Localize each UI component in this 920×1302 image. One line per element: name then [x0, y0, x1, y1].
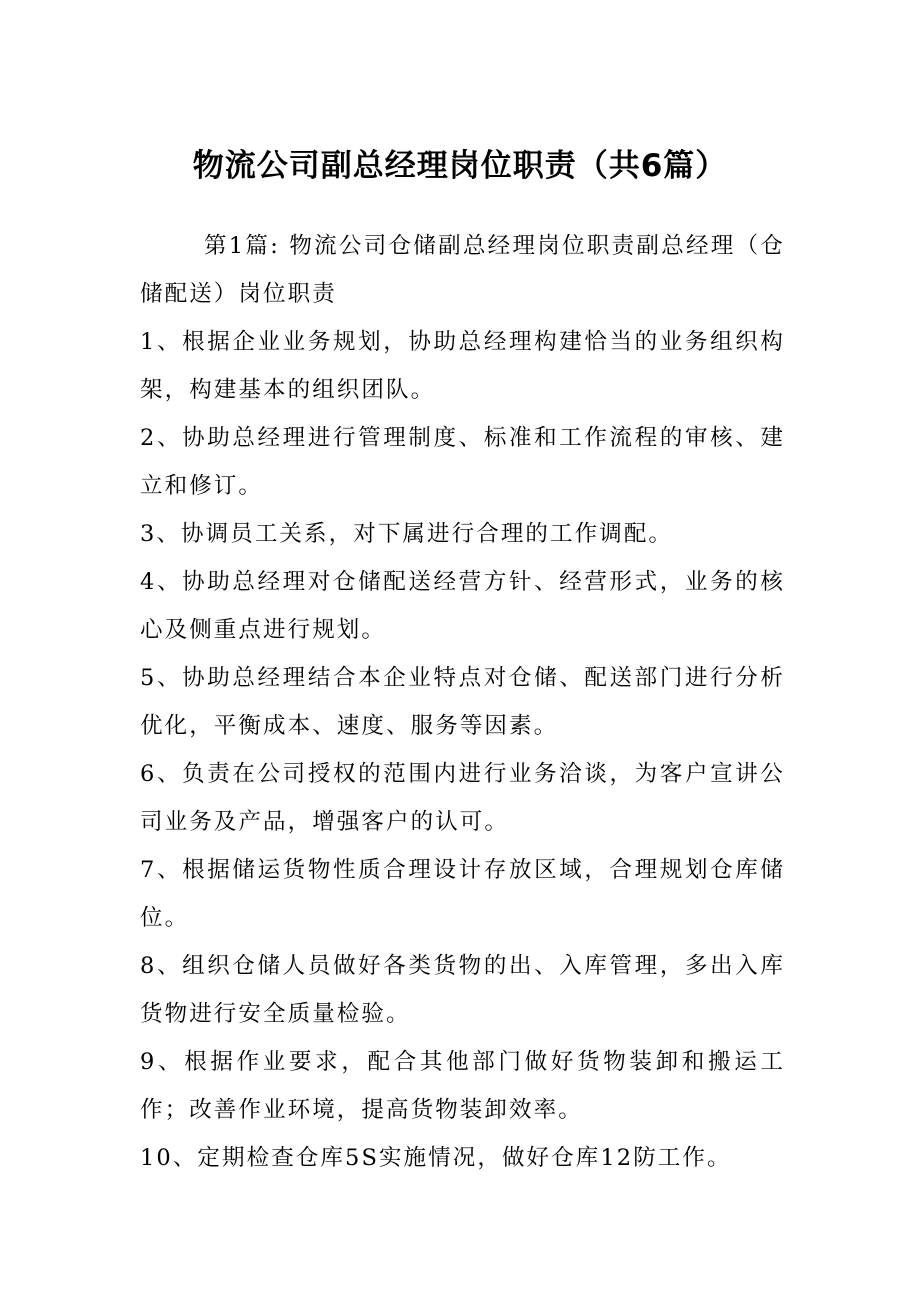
intro-paragraph: 第1篇: 物流公司仓储副总经理岗位职责副总经理（仓储配送）岗位职责	[140, 233, 785, 307]
list-item: 5、协助总经理结合本企业特点对仓储、配送部门进行分析优化，平衡成本、速度、服务等因素。	[140, 665, 785, 739]
list-item: 1、根据企业业务规划，协助总经理构建恰当的业务组织构架，构建基本的组织团队。	[140, 329, 785, 403]
list-item: 3、协调员工关系，对下属进行合理的工作调配。	[140, 521, 674, 547]
list-item: 9、根据作业要求，配合其他部门做好货物装卸和搬运工作；改善作业环境，提高货物装卸效率。	[140, 1049, 785, 1123]
list-item: 6、负责在公司授权的范围内进行业务洽谈，为客户宣讲公司业务及产品，增强客户的认可。	[140, 761, 785, 835]
document-title: 物流公司副总经理岗位职责（共6篇）	[192, 148, 728, 184]
list-item: 7、根据储运货物性质合理设计存放区域，合理规划仓库储位。	[140, 857, 785, 931]
list-item: 10、定期检查仓库5S实施情况，做好仓库12防工作。	[140, 1145, 732, 1171]
document-body	[140, 222, 785, 1182]
list-item: 4、协助总经理对仓储配送经营方针、经营形式，业务的核心及侧重点进行规划。	[140, 569, 785, 643]
list-item: 2、协助总经理进行管理制度、标准和工作流程的审核、建立和修订。	[140, 425, 785, 499]
list-item: 8、组织仓储人员做好各类货物的出、入库管理，多出入库货物进行安全质量检验。	[140, 953, 785, 1027]
